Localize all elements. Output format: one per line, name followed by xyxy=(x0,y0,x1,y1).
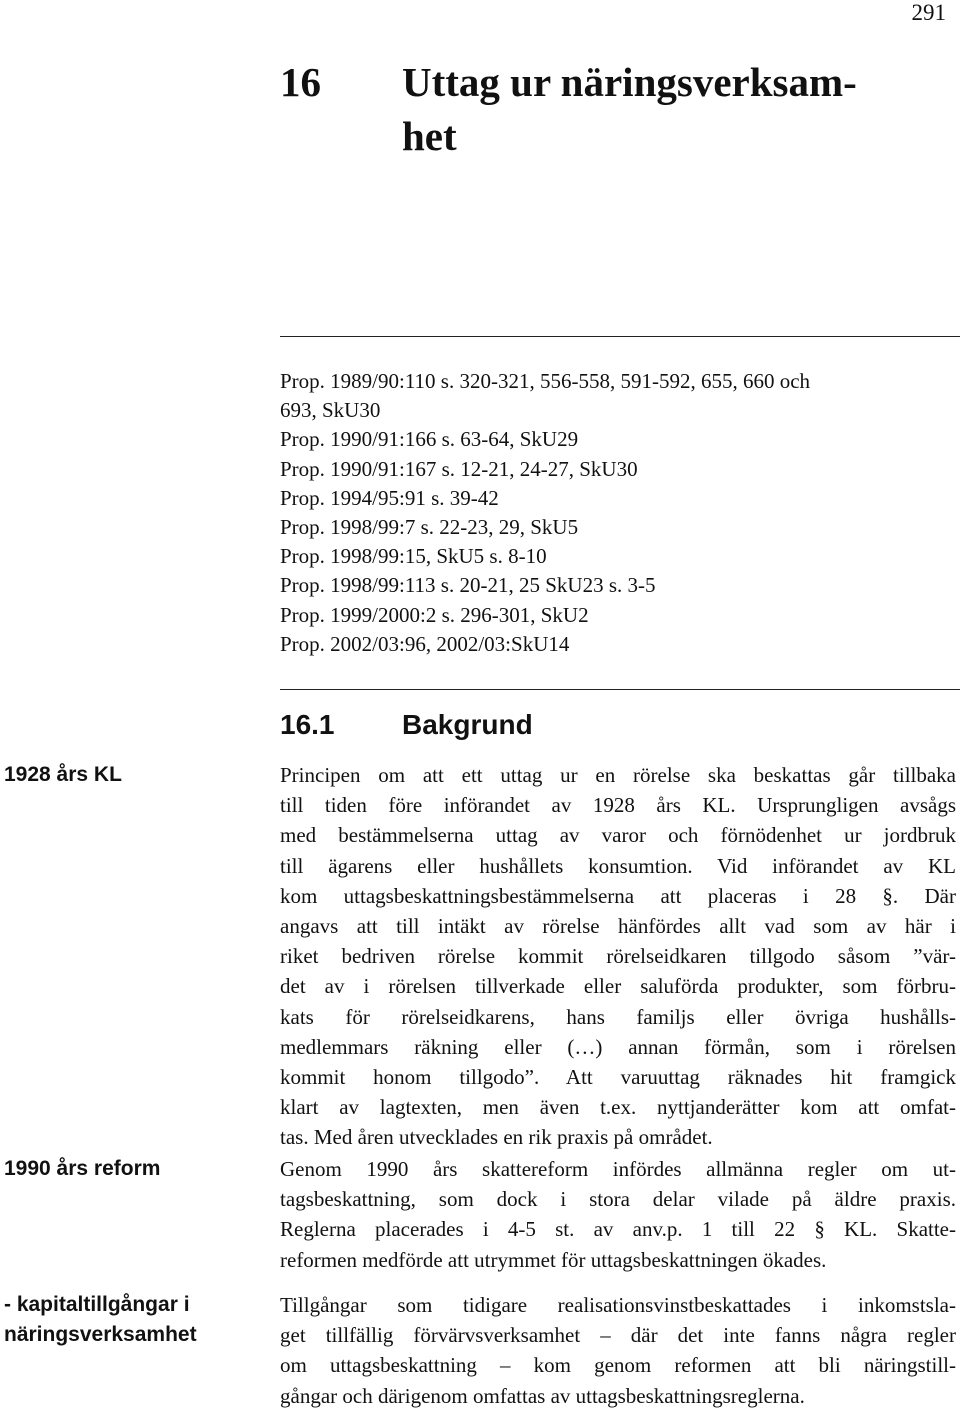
text-line: gångar och därigenom omfattas av uttagsbeskattningsreglerna. xyxy=(280,1383,805,1408)
text-line: riket bedriven rörelse kommit rörelseidkaren tillgodo såsom ”vär- xyxy=(280,944,956,969)
text-line: reformen medförde att utrymmet för uttagsbeskattningen ökades. xyxy=(280,1247,827,1272)
chapter-title-line1: Uttag ur näringsverksam- xyxy=(402,59,857,105)
reference-line: 693, SkU30 xyxy=(280,398,381,423)
references-list xyxy=(280,367,950,659)
section-title: Bakgrund xyxy=(402,709,533,740)
section-number: 16.1 xyxy=(280,709,335,740)
chapter-title xyxy=(402,55,940,163)
text-line: kommit honom tillgodo”. Att varuuttag räknades hit framgick xyxy=(280,1065,956,1090)
margin-note-kapitaltillgangar xyxy=(4,1290,254,1350)
chapter-title-line2: het xyxy=(402,113,457,159)
reference-line: Prop. 2002/03:96, 2002/03:SkU14 xyxy=(280,631,570,656)
reference-line: Prop. 1998/99:15, SkU5 s. 8-10 xyxy=(280,544,547,569)
text-line: angavs att till intäkt av rörelse hänfördes allt vad som av här i xyxy=(280,914,956,939)
reference-line: Prop. 1999/2000:2 s. 296-301, SkU2 xyxy=(280,602,589,627)
chapter-heading xyxy=(280,55,940,163)
reference-line: Prop. 1990/91:167 s. 12-21, 24-27, SkU30 xyxy=(280,456,638,481)
margin-note-1928: 1928 års KL xyxy=(4,763,122,786)
text-line: det av i rörelsen tillverkade eller saluförda produkter, som förbru- xyxy=(280,974,956,999)
text-line: Reglerna placerades i 4-5 st. av anv.p. 1 till 22 § KL. Skatte- xyxy=(280,1217,956,1242)
text-line: Principen om att ett uttag ur en rörelse ska beskattas går tillbaka xyxy=(280,763,956,787)
text-line: Tillgångar som tidigare realisationsvinstbeskattades i inkomstsla- xyxy=(280,1293,956,1317)
reference-line: Prop. 1989/90:110 s. 320-321, 556-558, 591-592, 655, 660 och xyxy=(280,369,811,393)
text-line: klart av lagtexten, men även t.ex. nyttjanderätter kom att omfat- xyxy=(280,1095,956,1120)
text-line: kats för rörelseidkarens, hans familjs eller övriga hushålls- xyxy=(280,1004,956,1029)
text-line: till tiden före införandet av 1928 års KL. Ursprungligen avsågs xyxy=(280,793,956,818)
paragraph-reform xyxy=(280,1154,956,1275)
text-line: get tillfällig förvärvsverksamhet – där det inte fanns några regler xyxy=(280,1323,956,1348)
paragraph-background xyxy=(280,760,956,1153)
references-top-rule xyxy=(280,336,960,337)
text-line: med bestämmelserna uttag av varor och förnödenhet ur jordbruk xyxy=(280,823,956,848)
reference-line: Prop. 1998/99:7 s. 22-23, 29, SkU5 xyxy=(280,515,579,540)
text-line: medlemmars räkning eller (…) annan förmån, som i rörelsen xyxy=(280,1034,956,1059)
reference-line: Prop. 1994/95:91 s. 39-42 xyxy=(280,485,499,510)
page-number: 291 xyxy=(911,0,946,25)
paragraph-kapitaltillgangar xyxy=(280,1290,956,1411)
text-line: tas. Med åren utvecklades en rik praxis på området. xyxy=(280,1125,713,1150)
margin-note-line: näringsverksamhet xyxy=(4,1323,197,1346)
text-line: kom uttagsbeskattningsbestämmelserna att placeras i 28 §. Där xyxy=(280,883,956,908)
margin-note-line: - kapitaltillgångar i xyxy=(4,1293,190,1316)
section-heading xyxy=(280,705,950,745)
text-line: Genom 1990 års skattereform infördes allmänna regler om ut- xyxy=(280,1157,956,1181)
text-line: tagsbeskattning, som dock i stora delar vilade på äldre praxis. xyxy=(280,1187,956,1212)
chapter-number: 16 xyxy=(280,59,321,105)
text-line: till ägarens eller hushållets konsumtion. Vid införandet av KL xyxy=(280,853,956,878)
reference-line: Prop. 1990/91:166 s. 63-64, SkU29 xyxy=(280,427,579,452)
reference-line: Prop. 1998/99:113 s. 20-21, 25 SkU23 s. 3-5 xyxy=(280,573,656,598)
margin-note-1990-reform: 1990 års reform xyxy=(4,1157,161,1180)
section-top-rule xyxy=(280,689,960,690)
text-line: om uttagsbeskattning – kom genom reformen att bli näringstill- xyxy=(280,1353,956,1378)
